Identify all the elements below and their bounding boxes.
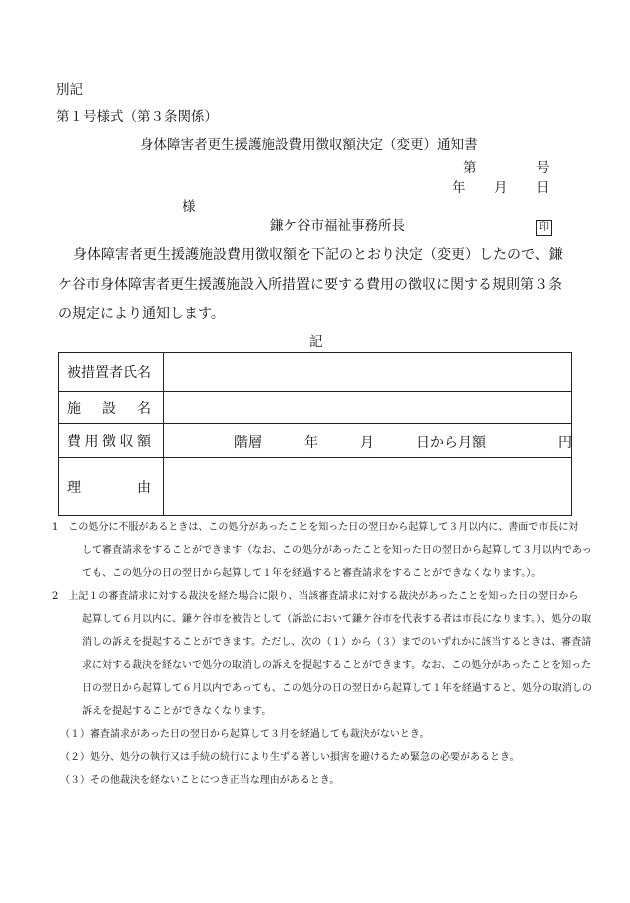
notes-section [52, 516, 592, 792]
note-subitem: （３）その他裁決を経ないことにつき正当な理由があるとき。 [60, 775, 340, 786]
label-text: 被措置者氏名 [67, 365, 151, 381]
note-line: 消しの訴えを提起することができます。ただし、次の（１）から（３）までのいずれかに該当するときは、審査請 [82, 637, 592, 648]
date-year: 年 [452, 180, 466, 196]
ki-label: 記 [309, 334, 323, 350]
note-line: 訴えを提起することができなくなります。 [82, 706, 272, 717]
table-row [59, 353, 572, 392]
label-char: 施 [67, 400, 81, 417]
label-char: 設 [102, 400, 116, 417]
reason-value-cell [164, 458, 572, 516]
label-char: 費 [67, 433, 81, 450]
form-number: 第１号様式（第３条関係） [56, 109, 218, 125]
number-label-left: 第 [463, 160, 477, 176]
note-line: 日の翌日から起算して６月以内であっても、この処分の日の翌日から起算して１年を経過すると、処分の取消しの [82, 683, 592, 694]
row-label-name [59, 353, 164, 392]
detail-table [58, 352, 572, 516]
label-char: 額 [137, 433, 151, 450]
row-label-facility [59, 392, 164, 424]
label-char: 用 [84, 433, 99, 450]
fee-value-cell [164, 424, 572, 458]
number-label-right: 号 [536, 160, 550, 176]
seal-icon: 印 [536, 220, 552, 236]
label-char: 理 [67, 479, 81, 496]
label-char: 徴 [102, 433, 116, 450]
label-char: 名 [137, 400, 151, 417]
fee-from-day-label: 日から月額 [416, 435, 486, 451]
note-subitem: （２）処分、処分の執行又は手続の続行により生ずる著しい損害を避けるため緊急の必要があるとき。 [60, 752, 520, 763]
row-label-reason [59, 458, 164, 516]
fee-month-label: 月 [360, 435, 374, 451]
seal-mark [536, 215, 552, 236]
fee-class-label: 階層 [234, 435, 262, 451]
name-value-cell [164, 353, 572, 392]
appendix-label: 別記 [56, 82, 83, 98]
addressee-suffix: 様 [182, 199, 196, 215]
note-line: ても、この処分の日の翌日から起算して１年を経過すると審査請求をすることができなくなります。）。 [82, 568, 542, 579]
table-row [59, 392, 572, 424]
label-char: 由 [137, 479, 151, 496]
date-day: 日 [536, 180, 550, 196]
note-line: 2 上記１の審査請求に対する裁決を経た場合に限り、当該審査請求に対する裁決があったことを知った日の翌日から [52, 591, 579, 602]
fee-year-label: 年 [304, 435, 318, 451]
date-month: 月 [494, 180, 508, 196]
table-row [59, 424, 572, 458]
document-title: 身体障害者更生援護施設費用徴収額決定（変更）通知書 [140, 137, 478, 153]
fee-yen-label: 円 [558, 435, 572, 451]
body-line-3: の規定により通知します。 [58, 306, 225, 322]
note-line: 1 この処分に不服があるときは、この処分があったことを知った日の翌日から起算して３月以内に、書面で市長に対 [52, 522, 579, 533]
body-line-2: ケ谷市身体障害者更生援護施設入所措置に要する費用の徴収に関する規則第３条 [58, 277, 562, 293]
label-char: 収 [119, 433, 134, 450]
facility-value-cell [164, 392, 572, 424]
row-label-fee [59, 424, 164, 458]
note-line: して審査請求をすることができます（なお、この処分があったことを知った日の翌日から起算して３月以内であっ [82, 545, 592, 556]
note-subitem: （１）審査請求があった日の翌日から起算して３月を経過しても裁決がないとき。 [60, 729, 430, 740]
note-line: 求に対する裁決を経ないで処分の取消しの訴えを提起することができます。なお、この処分があったことを知った [82, 660, 592, 671]
body-line-1: 身体障害者更生援護施設費用徴収額を下記のとおり決定（変更）したので、鎌 [73, 247, 563, 263]
note-line: 起算して６月以内に、鎌ケ谷市を被告として（訴訟において鎌ケ谷市を代表する者は市長になります。）、処分の取 [82, 614, 592, 625]
issuer-name: 鎌ケ谷市福祉事務所長 [270, 218, 405, 234]
table-row [59, 458, 572, 516]
